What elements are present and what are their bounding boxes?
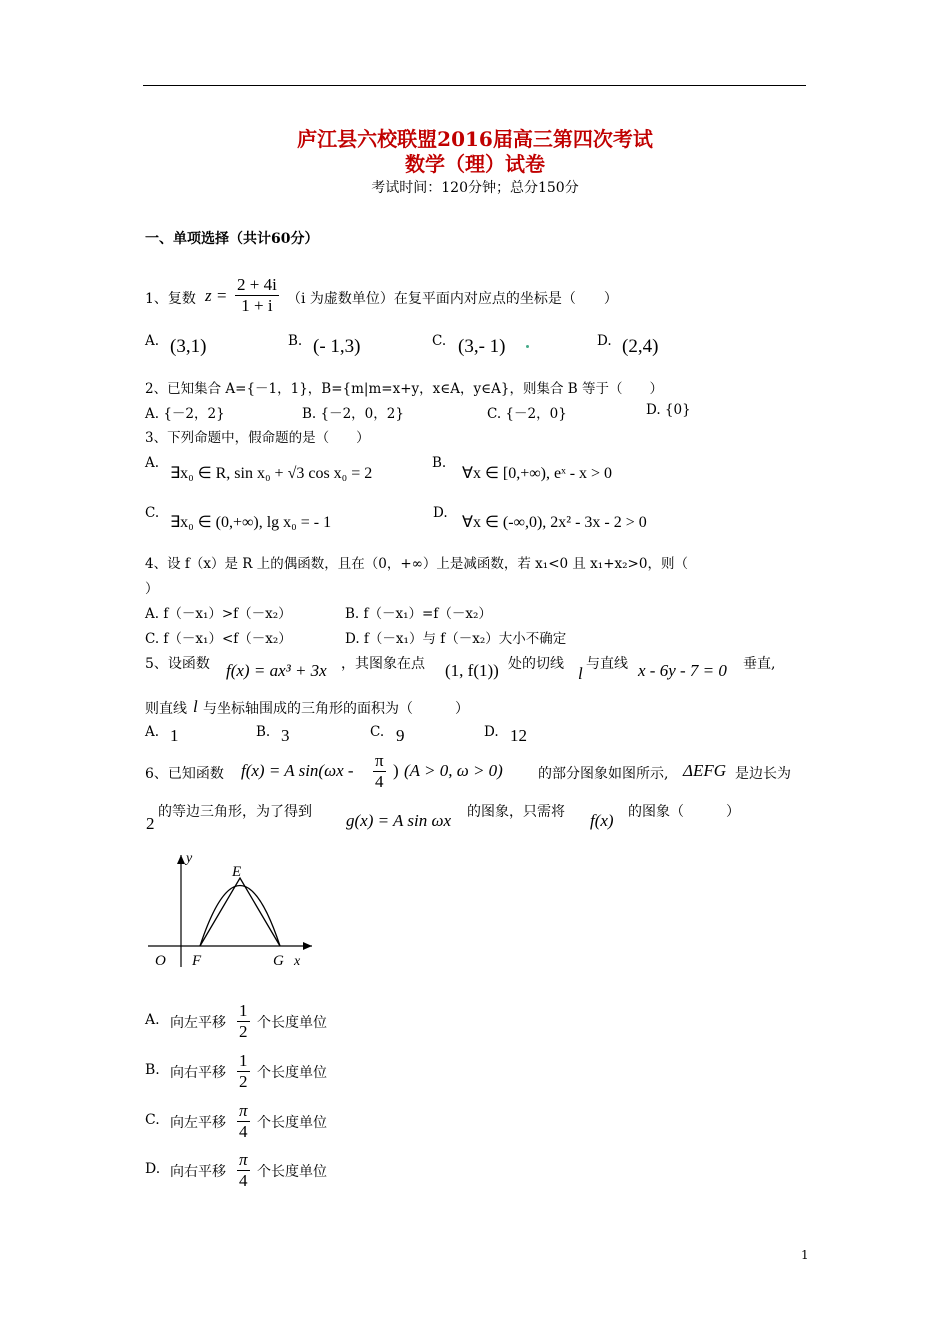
q3-stem: 3、下列命题中，假命题的是（ ） [145, 430, 370, 446]
q2-option-c: C. {－2，0} [487, 406, 567, 422]
q6-option-a-letter: A. [145, 1012, 160, 1028]
q6-option-b-fraction [237, 1052, 250, 1091]
q6-option-a-num: 1 [239, 1001, 248, 1020]
q5-function: f(x) = ax³ + 3x [226, 661, 327, 680]
q3-option-a-letter: A. [145, 455, 160, 471]
q6-fraction-denominator: 4 [375, 772, 384, 791]
q6-fraction [373, 752, 386, 791]
q5-option-c: 9 [396, 726, 405, 745]
q2-stem: 2、已知集合 A={－1，1}，B={m|m=x+y，x∈A，y∈A}，则集合 B 等于（ ） [145, 381, 663, 397]
q6-option-b-letter: B. [145, 1062, 160, 1078]
q6-option-d-pre: 向右平移 [170, 1164, 226, 1180]
q3-option-d: ∀x ∈ (-∞,0), 2x² - 3x - 2 > 0 [462, 514, 647, 531]
q3-option-c-letter: C. [145, 505, 160, 521]
exam-title-line1: 庐江县六校联盟2016届高三第四次考试 [297, 127, 653, 151]
q1-option-d-letter: D. [597, 333, 612, 349]
q1-stem: （i 为虚数单位）在复平面内对应点的坐标是（ ） [287, 291, 618, 307]
q6-option-b-post: 个长度单位 [257, 1065, 327, 1081]
q1-fraction-numerator: 2 + 4i [237, 275, 277, 294]
q5-option-b: 3 [281, 726, 290, 745]
q1-z: z = [205, 286, 228, 305]
q6-prefix: 6、已知函数 [145, 766, 224, 782]
graph-label-f: F [192, 953, 202, 969]
q5-end: 垂直, [743, 656, 776, 672]
q6-option-c-num: π [239, 1101, 248, 1120]
q5-l-2: l [193, 697, 198, 716]
q5-line2a: 则直线 [145, 701, 187, 717]
q5-prefix: 5、设函数 [145, 656, 210, 672]
q1-option-d: (2,4) [622, 336, 659, 357]
q4-option-a: A. f（－x₁）>f（－x₂） [145, 606, 292, 622]
stray-dot [526, 345, 529, 348]
exam-title-line2: 数学（理）试卷 [405, 152, 545, 176]
q5-mid3: 与直线 [586, 656, 628, 672]
q6-option-c-letter: C. [145, 1112, 160, 1128]
header-rule [143, 85, 806, 86]
q1-fraction-denominator: 1 + i [241, 296, 273, 315]
q6-function-a: f(x) = A sin(ωx - [241, 761, 354, 780]
section-heading: 一、单项选择（共计60分） [145, 231, 319, 247]
q3-option-d-letter: D. [433, 505, 448, 521]
q3-option-b-letter: B. [432, 455, 447, 471]
q5-option-a: 1 [170, 726, 179, 745]
q5-option-d: 12 [510, 726, 527, 745]
q6-option-b-num: 1 [239, 1051, 248, 1070]
q6-line2c: 的图象（ ） [628, 804, 740, 820]
q4-option-c: C. f（－x₁）<f（－x₂） [145, 631, 292, 647]
graph-label-x: x [294, 954, 301, 969]
q4-line1: 4、设 f（x）是 R 上的偶函数，且在（0，+∞）上是减函数，若 x₁<0 且 x₁+x₂>0，则（ [145, 556, 688, 572]
q6-option-d-post: 个长度单位 [257, 1164, 327, 1180]
q5-point: (1, f(1)) [445, 661, 499, 680]
q5-line: x - 6y - 7 = 0 [638, 661, 727, 680]
q6-two: 2 [146, 814, 155, 833]
q6-fraction-numerator: π [375, 751, 384, 770]
graph-label-y: y [186, 851, 193, 866]
q3-option-c: ∃x₀ ∈ (0,+∞), lg x₀ = - 1 [170, 514, 332, 531]
q1-option-a-letter: A. [145, 333, 160, 349]
q1-option-c-letter: C. [432, 333, 447, 349]
q6-line2a: 的等边三角形，为了得到 [158, 804, 312, 820]
graph-label-o: O [155, 953, 166, 969]
q5-mid2: 处的切线 [508, 656, 564, 672]
graph-label-g: G [273, 953, 284, 969]
q6-condition: (A > 0, ω > 0) [404, 761, 503, 780]
q1-option-c: (3,- 1) [458, 336, 506, 357]
exam-info: 考试时间：120分钟；总分150分 [371, 180, 579, 196]
q4-line2: ） [145, 581, 159, 597]
q6-fx: f(x) [590, 811, 614, 830]
q5-line2b: 与坐标轴围成的三角形的面积为（ ） [203, 701, 469, 717]
q2-option-d: D. {0} [646, 402, 691, 418]
q6-g-function: g(x) = A sin ωx [346, 811, 451, 830]
q6-function-b: ) [393, 761, 399, 780]
q1-option-a: (3,1) [170, 336, 207, 357]
page-number: 1 [801, 1248, 809, 1262]
q6-line2b: 的图象，只需将 [467, 804, 565, 820]
q6-option-a-pre: 向左平移 [170, 1015, 226, 1031]
q6-mid: 的部分图象如图所示, [538, 766, 669, 782]
q3-option-a: ∃x₀ ∈ R, sin x₀ + √3 cos x₀ = 2 [170, 465, 373, 482]
q5-l: l [578, 664, 583, 683]
q6-function-graph [140, 845, 320, 970]
q4-option-d: D. f（－x₁）与 f（－x₂）大小不确定 [345, 631, 567, 647]
q6-option-b-den: 2 [239, 1072, 248, 1091]
q6-option-a-fraction [237, 1002, 250, 1041]
q1-option-b-letter: B. [288, 333, 303, 349]
q5-mid1: ，其图象在点 [341, 656, 425, 672]
q6-option-d-fraction [237, 1151, 250, 1190]
q6-option-d-letter: D. [145, 1161, 161, 1177]
q6-end: 是边长为 [735, 766, 791, 782]
q6-option-d-num: π [239, 1150, 248, 1169]
q6-option-c-den: 4 [239, 1122, 248, 1141]
triangle-efg [200, 878, 280, 946]
x-axis-arrow-icon [303, 942, 312, 950]
q6-option-a-post: 个长度单位 [257, 1015, 327, 1031]
q6-option-c-fraction [237, 1102, 250, 1141]
q5-option-d-letter: D. [484, 724, 499, 740]
q2-option-a: A. {－2，2} [145, 406, 225, 422]
q6-option-d-den: 4 [239, 1171, 248, 1190]
q6-option-b-pre: 向右平移 [170, 1065, 226, 1081]
q3-option-b: ∀x ∈ [0,+∞), eˣ - x > 0 [462, 465, 613, 482]
q6-triangle: ΔEFG [683, 761, 727, 780]
y-axis-arrow-icon [177, 855, 185, 864]
sine-curve [200, 886, 280, 947]
q6-option-c-pre: 向左平移 [170, 1115, 226, 1131]
q5-option-b-letter: B. [256, 724, 271, 740]
q6-option-a-den: 2 [239, 1022, 248, 1041]
q6-option-c-post: 个长度单位 [257, 1115, 327, 1131]
q1-option-b: (- 1,3) [313, 336, 361, 357]
q1-prefix: 1、复数 [145, 291, 196, 307]
q5-option-a-letter: A. [145, 724, 160, 740]
graph-label-e: E [232, 864, 242, 880]
q4-option-b: B. f（－x₁）=f（－x₂） [345, 606, 492, 622]
q5-option-c-letter: C. [370, 724, 385, 740]
q2-option-b: B. {－2，0，2} [302, 406, 404, 422]
q1-fraction [235, 276, 279, 315]
